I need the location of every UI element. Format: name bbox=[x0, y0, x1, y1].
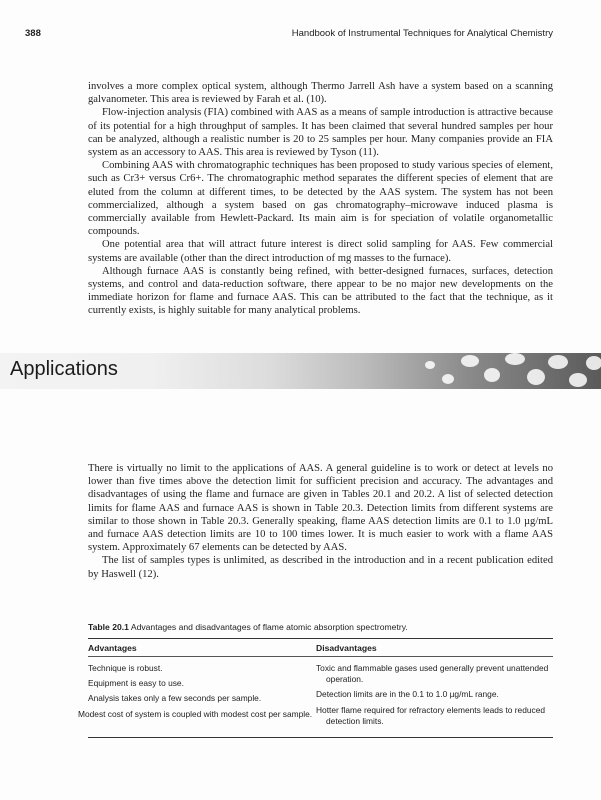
running-head: Handbook of Instrumental Techniques for Analytical Chemistry bbox=[291, 28, 553, 39]
section-banner bbox=[0, 353, 601, 389]
table-caption-text: Advantages and disadvantages of flame atomic absorption spectrometry. bbox=[130, 622, 408, 632]
section-title: Applications bbox=[10, 358, 118, 380]
list-item: Detection limits are in the 0.1 to 1.0 µg/mL range. bbox=[316, 689, 499, 700]
list-item: Analysis takes only a few seconds per sample. bbox=[88, 693, 262, 704]
table-20-1 bbox=[78, 622, 553, 738]
list-item: Technique is robust. bbox=[88, 663, 163, 673]
table-caption bbox=[88, 622, 553, 632]
disadvantages-column bbox=[316, 663, 553, 731]
paragraph: Flow-injection analysis (FIA) combined with AAS as a means of sample introduction is attractive because of its potential for a high throughput of samples. It has been claimed that several hundred samples per hour can be analyzed, although a realistic number is 20 to 25 samples per hour. Many companies provide an FIA system as an accessory to AAS. This area is reviewed by Tyson (11). bbox=[88, 107, 553, 159]
list-item: Toxic and flammable gases used generally prevent unattended operation. bbox=[316, 663, 549, 685]
table-caption-label: Table 20.1 bbox=[88, 622, 129, 632]
table-content-row bbox=[78, 657, 553, 737]
page-header bbox=[25, 28, 553, 44]
advantages-column bbox=[78, 663, 316, 731]
paragraph: involves a more complex optical system, although Thermo Jarrell Ash have a system based on a scanning galvanometer. This area is reviewed by Farah et al. (10). bbox=[88, 81, 553, 106]
applications-text-block bbox=[88, 462, 553, 581]
paragraph: The list of samples types is unlimited, as described in the introduction and in a recent publication edited by Haswell (12). bbox=[88, 555, 553, 580]
table-header-row bbox=[88, 639, 553, 657]
paragraph: Although furnace AAS is constantly being refined, with better-designed furnaces, surfaces, detection systems, and control and data-reduction software, there appear to be no major new developments on the immediate horizon for flame and furnace AAS. This can be attributed to the fact that the technique, as it currently exists, is highly suitable for many analytical problems. bbox=[88, 265, 553, 317]
paragraph: Combining AAS with chromatographic techniques has been proposed to study various species of element, such as Cr3+ versus Cr6+. The chromatographic method separates the different species of element that are eluted from the column at different times, to be detected by the AAS system. The system has not been commercialized, although a system based on gas chromatography–microwave induced plasma is commercially available from Hewlett-Packard. Its main aim is for speciation of volatile organometallic compounds. bbox=[88, 160, 553, 238]
intro-text-block bbox=[88, 80, 553, 318]
column-header-advantages: Advantages bbox=[88, 643, 137, 653]
page-number: 388 bbox=[25, 28, 41, 39]
table-body bbox=[78, 638, 553, 738]
list-item: Modest cost of system is coupled with modest cost per sample. bbox=[78, 708, 313, 719]
list-item: Equipment is easy to use. bbox=[88, 678, 184, 689]
paragraph: One potential area that will attract future interest is direct solid sampling for AAS. Few commercial systems are available (other than the direct introduction of mg masses to the furnace). bbox=[88, 239, 553, 264]
paragraph: There is virtually no limit to the applications of AAS. A general guideline is to work or detect at levels no lower than five times above the detection limit for sufficient precision and accuracy. The advantages and disadvantages of using the flame and furnace are given in Tables 20.1 and 20.2. A list of selected detection limits for flame AAS and furnace AAS is shown in Table 20.3. Detection limits from different systems are similar to those shown in Table 20.3. Generally speaking, flame AAS detection limits are 0.1 to 1.0 µg/mL and furnace AAS detection limits are 10 to 100 times lower. It is much easier to work with a flame AAS system. Approximately 67 elements can be detected by AAS. bbox=[88, 463, 553, 554]
list-item: Hotter flame required for refractory elements leads to reduced detection limits. bbox=[316, 704, 546, 726]
column-header-disadvantages: Disadvantages bbox=[316, 643, 377, 653]
